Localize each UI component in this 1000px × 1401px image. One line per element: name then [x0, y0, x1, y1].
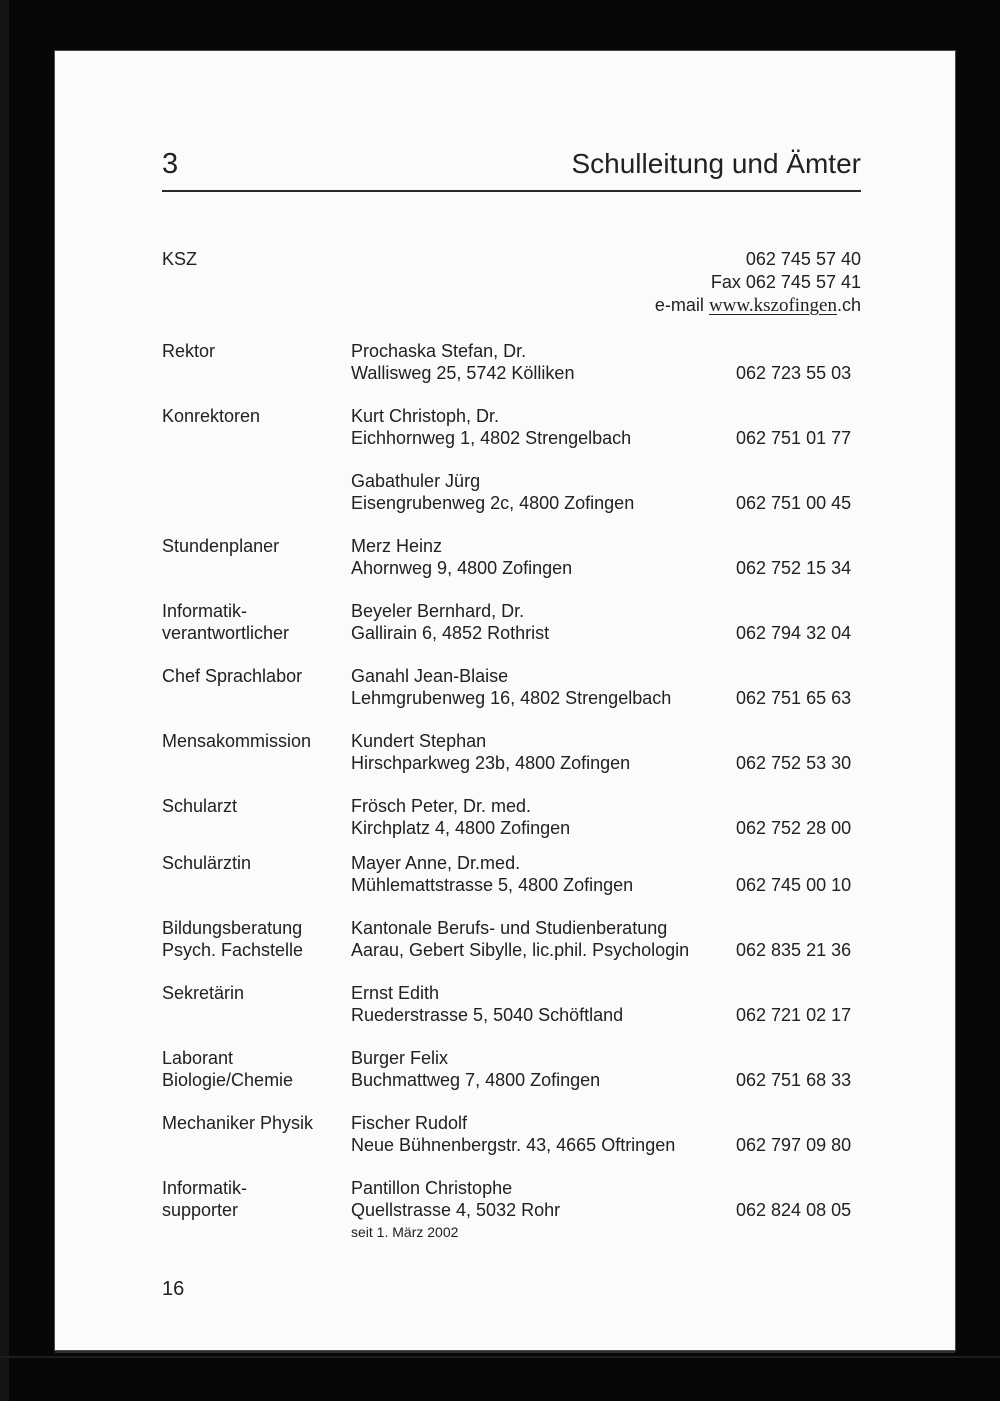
- entry-role-line: Psych. Fachstelle: [162, 940, 304, 960]
- entry-phone: 062 824 08 05: [736, 1200, 852, 1220]
- entry-phone: 062 794 32 04: [736, 623, 852, 643]
- contact-details: [655, 248, 861, 317]
- scan-seam-artifact: [0, 1356, 1000, 1358]
- entry-role: [162, 730, 351, 774]
- entry-info: [351, 1177, 736, 1242]
- email-tld: .ch: [836, 295, 861, 315]
- entry-role: [162, 470, 351, 514]
- table-row: [162, 600, 861, 644]
- entry-name: Ganahl Jean-Blaise: [351, 666, 509, 686]
- entry-role-line: Informatik-: [162, 1178, 248, 1198]
- entry-role: [162, 340, 351, 384]
- entry-phone: 062 751 65 63: [736, 688, 852, 708]
- table-row: [162, 982, 861, 1026]
- entry-address: Eisengrubenweg 2c, 4800 Zofingen: [351, 493, 635, 513]
- entry-role-line: Sekretärin: [162, 983, 245, 1003]
- entry-role-line: Chef Sprachlabor: [162, 666, 303, 686]
- entry-phone: 062 723 55 03: [736, 363, 852, 383]
- entry-info: [351, 795, 736, 839]
- entry-role: [162, 1047, 351, 1091]
- entry-role: [162, 405, 351, 449]
- entry-role-line: Informatik-: [162, 601, 248, 621]
- table-row: [162, 1112, 861, 1156]
- scan-edge-artifact: [0, 0, 9, 1401]
- entry-phone: 062 751 68 33: [736, 1070, 852, 1090]
- table-row: [162, 795, 861, 839]
- entry-phone: 062 835 21 36: [736, 940, 852, 960]
- entry-info: [351, 405, 736, 449]
- entry-address: Lehmgrubenweg 16, 4802 Strengelbach: [351, 688, 672, 708]
- entry-address: Mühlemattstrasse 5, 4800 Zofingen: [351, 875, 634, 895]
- entry-name: Kantonale Berufs- und Studienberatung: [351, 918, 668, 938]
- entry-role: [162, 917, 351, 961]
- entry-name: Merz Heinz: [351, 536, 443, 556]
- entry-note: seit 1. März 2002: [351, 1224, 459, 1240]
- entry-info: [351, 1112, 736, 1156]
- entry-role-line: Schulärztin: [162, 853, 252, 873]
- page-title: Schulleitung und Ämter: [571, 148, 861, 179]
- entry-role: [162, 1177, 351, 1242]
- email-link[interactable]: www.kszofingen: [708, 295, 837, 316]
- entry-info: [351, 1047, 736, 1091]
- entry-phone: 062 752 28 00: [736, 818, 852, 838]
- entry-name: Prochaska Stefan, Dr.: [351, 341, 527, 361]
- entry-phone: 062 721 02 17: [736, 1005, 852, 1025]
- entry-role: [162, 795, 351, 839]
- entry-info: [351, 852, 736, 896]
- entry-phone: 062 752 53 30: [736, 753, 852, 773]
- table-row: [162, 852, 861, 896]
- entry-role-line: Stundenplaner: [162, 536, 280, 556]
- table-row: [162, 340, 861, 384]
- entry-role-line: supporter: [162, 1200, 239, 1220]
- entry-role-line: Biologie/Chemie: [162, 1070, 294, 1090]
- entry-name: Beyeler Bernhard, Dr.: [351, 601, 525, 621]
- email-label: e-mail: [654, 295, 709, 315]
- entry-info: [351, 730, 736, 774]
- entry-phone: 062 751 00 45: [736, 493, 852, 513]
- entry-address: Wallisweg 25, 5742 Kölliken: [351, 363, 575, 383]
- table-row: [162, 470, 861, 514]
- entry-phone: 062 797 09 80: [736, 1135, 852, 1155]
- entry-address: Hirschparkweg 23b, 4800 Zofingen: [351, 753, 631, 773]
- entry-role-line: Mensakommission: [162, 731, 312, 751]
- entry-role: [162, 982, 351, 1026]
- entry-address: Eichhornweg 1, 4802 Strengelbach: [351, 428, 632, 448]
- entry-role: [162, 852, 351, 896]
- entry-address: Ruederstrasse 5, 5040 Schöftland: [351, 1005, 624, 1025]
- contact-email-line: [655, 294, 861, 317]
- entry-phone: 062 752 15 34: [736, 558, 852, 578]
- entry-info: [351, 340, 736, 384]
- directory-table: [162, 340, 861, 1242]
- entry-name: Pantillon Christophe: [351, 1178, 513, 1198]
- table-row: [162, 730, 861, 774]
- table-row: [162, 665, 861, 709]
- contact-label: KSZ: [162, 249, 198, 269]
- entry-info: [351, 535, 736, 579]
- entry-address: Kirchplatz 4, 4800 Zofingen: [351, 818, 571, 838]
- table-row: [162, 405, 861, 449]
- entry-role-line: Schularzt: [162, 796, 238, 816]
- chapter-number: 3: [162, 148, 180, 180]
- entry-name: Frösch Peter, Dr. med.: [351, 796, 532, 816]
- entry-phone: 062 745 00 10: [736, 875, 852, 895]
- table-row: [162, 917, 861, 961]
- entry-address: Aarau, Gebert Sibylle, lic.phil. Psychologin: [351, 940, 690, 960]
- document-page: [55, 51, 955, 1350]
- entry-name: Burger Felix: [351, 1048, 449, 1068]
- table-row: [162, 535, 861, 579]
- entry-address: Neue Bühnenbergstr. 43, 4665 Oftringen: [351, 1135, 676, 1155]
- page-number: 16: [162, 1278, 185, 1300]
- entry-role-line: Laborant: [162, 1048, 234, 1068]
- entry-address: Gallirain 6, 4852 Rothrist: [351, 623, 550, 643]
- table-row: [162, 1177, 861, 1242]
- contact-block: [162, 248, 861, 317]
- entry-info: [351, 600, 736, 644]
- entry-role: [162, 535, 351, 579]
- entry-name: Kurt Christoph, Dr.: [351, 406, 500, 426]
- entry-role-line: Mechaniker Physik: [162, 1113, 314, 1133]
- entry-address: Buchmattweg 7, 4800 Zofingen: [351, 1070, 601, 1090]
- entry-phone: 062 751 01 77: [736, 428, 852, 448]
- entry-name: Mayer Anne, Dr.med.: [351, 853, 521, 873]
- entry-name: Fischer Rudolf: [351, 1113, 468, 1133]
- table-row: [162, 1047, 861, 1091]
- entry-role: [162, 600, 351, 644]
- entry-role: [162, 1112, 351, 1156]
- contact-fax: Fax 062 745 57 41: [710, 272, 861, 292]
- entry-address: Quellstrasse 4, 5032 Rohr: [351, 1200, 561, 1220]
- entry-info: [351, 665, 736, 709]
- entry-info: [351, 982, 736, 1026]
- entry-name: Kundert Stephan: [351, 731, 487, 751]
- entry-role: [162, 665, 351, 709]
- entry-role-line: Bildungsberatung: [162, 918, 303, 938]
- entry-name: Ernst Edith: [351, 983, 440, 1003]
- contact-phone: 062 745 57 40: [745, 249, 861, 269]
- entry-role-line: Konrektoren: [162, 406, 261, 426]
- entry-info: [351, 917, 736, 961]
- entry-address: Ahornweg 9, 4800 Zofingen: [351, 558, 573, 578]
- entry-role-line: verantwortlicher: [162, 623, 290, 643]
- document-header: [162, 148, 861, 192]
- entry-role-line: Rektor: [162, 341, 216, 361]
- entry-name: Gabathuler Jürg: [351, 471, 481, 491]
- entry-info: [351, 470, 736, 514]
